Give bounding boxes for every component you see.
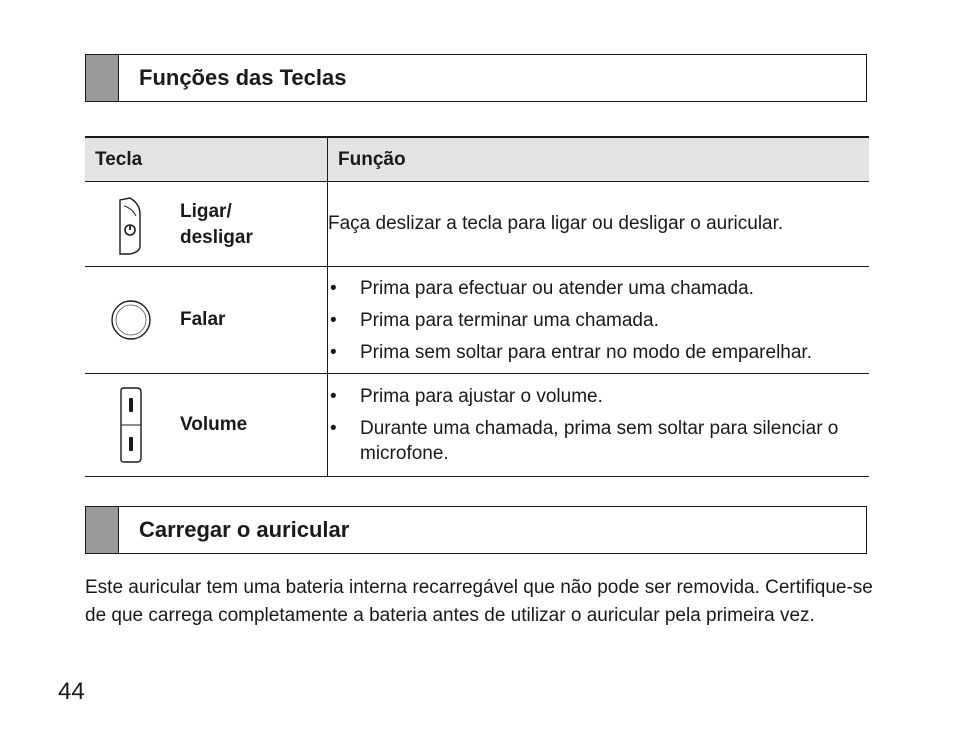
power-switch-icon [118, 196, 142, 256]
function-list [328, 384, 869, 466]
key-functions-table [85, 136, 869, 477]
column-header-function: Função [328, 137, 870, 182]
table-row [85, 374, 869, 477]
list-item: • Durante uma chamada, prima sem soltar para silenciar o microfone. [328, 416, 869, 466]
key-cell [85, 374, 328, 477]
function-list [328, 276, 869, 365]
section-title: Funções das Teclas [139, 65, 347, 90]
section-title: Carregar o auricular [139, 517, 350, 542]
charging-paragraph: Este auricular tem uma bateria interna recarregável que não pode ser removida. Certifique-se de que carrega completamente a bateria antes de utilizar o auricular pela primeira vez. [85, 577, 873, 626]
section-header-charging [85, 506, 867, 554]
list-item: • Prima para terminar uma chamada. [328, 308, 869, 333]
section-header-key-functions [85, 54, 867, 102]
column-header-key: Tecla [85, 137, 328, 182]
section-header-tab [86, 55, 119, 101]
key-name: Volume [180, 414, 248, 435]
list-item: • Prima para ajustar o volume. [328, 384, 869, 409]
list-item: • Prima para efectuar ou atender uma chamada. [328, 276, 869, 301]
function-cell [328, 182, 870, 267]
table-row [85, 182, 869, 267]
section-header-tab [86, 507, 119, 553]
key-cell [85, 182, 328, 267]
key-name: Ligar/ desligar [180, 201, 253, 248]
table-header-row [85, 137, 869, 182]
table-row [85, 267, 869, 374]
page-number: 44 [58, 678, 85, 705]
talk-button-icon [110, 299, 152, 341]
function-text: Faça deslizar a tecla para ligar ou desligar o auricular. [328, 213, 784, 234]
key-name: Falar [180, 309, 226, 330]
list-item: • Prima sem soltar para entrar no modo de emparelhar. [328, 340, 869, 365]
function-cell [328, 267, 870, 374]
function-cell [328, 374, 870, 477]
key-cell [85, 267, 328, 374]
volume-key-icon [117, 386, 143, 464]
